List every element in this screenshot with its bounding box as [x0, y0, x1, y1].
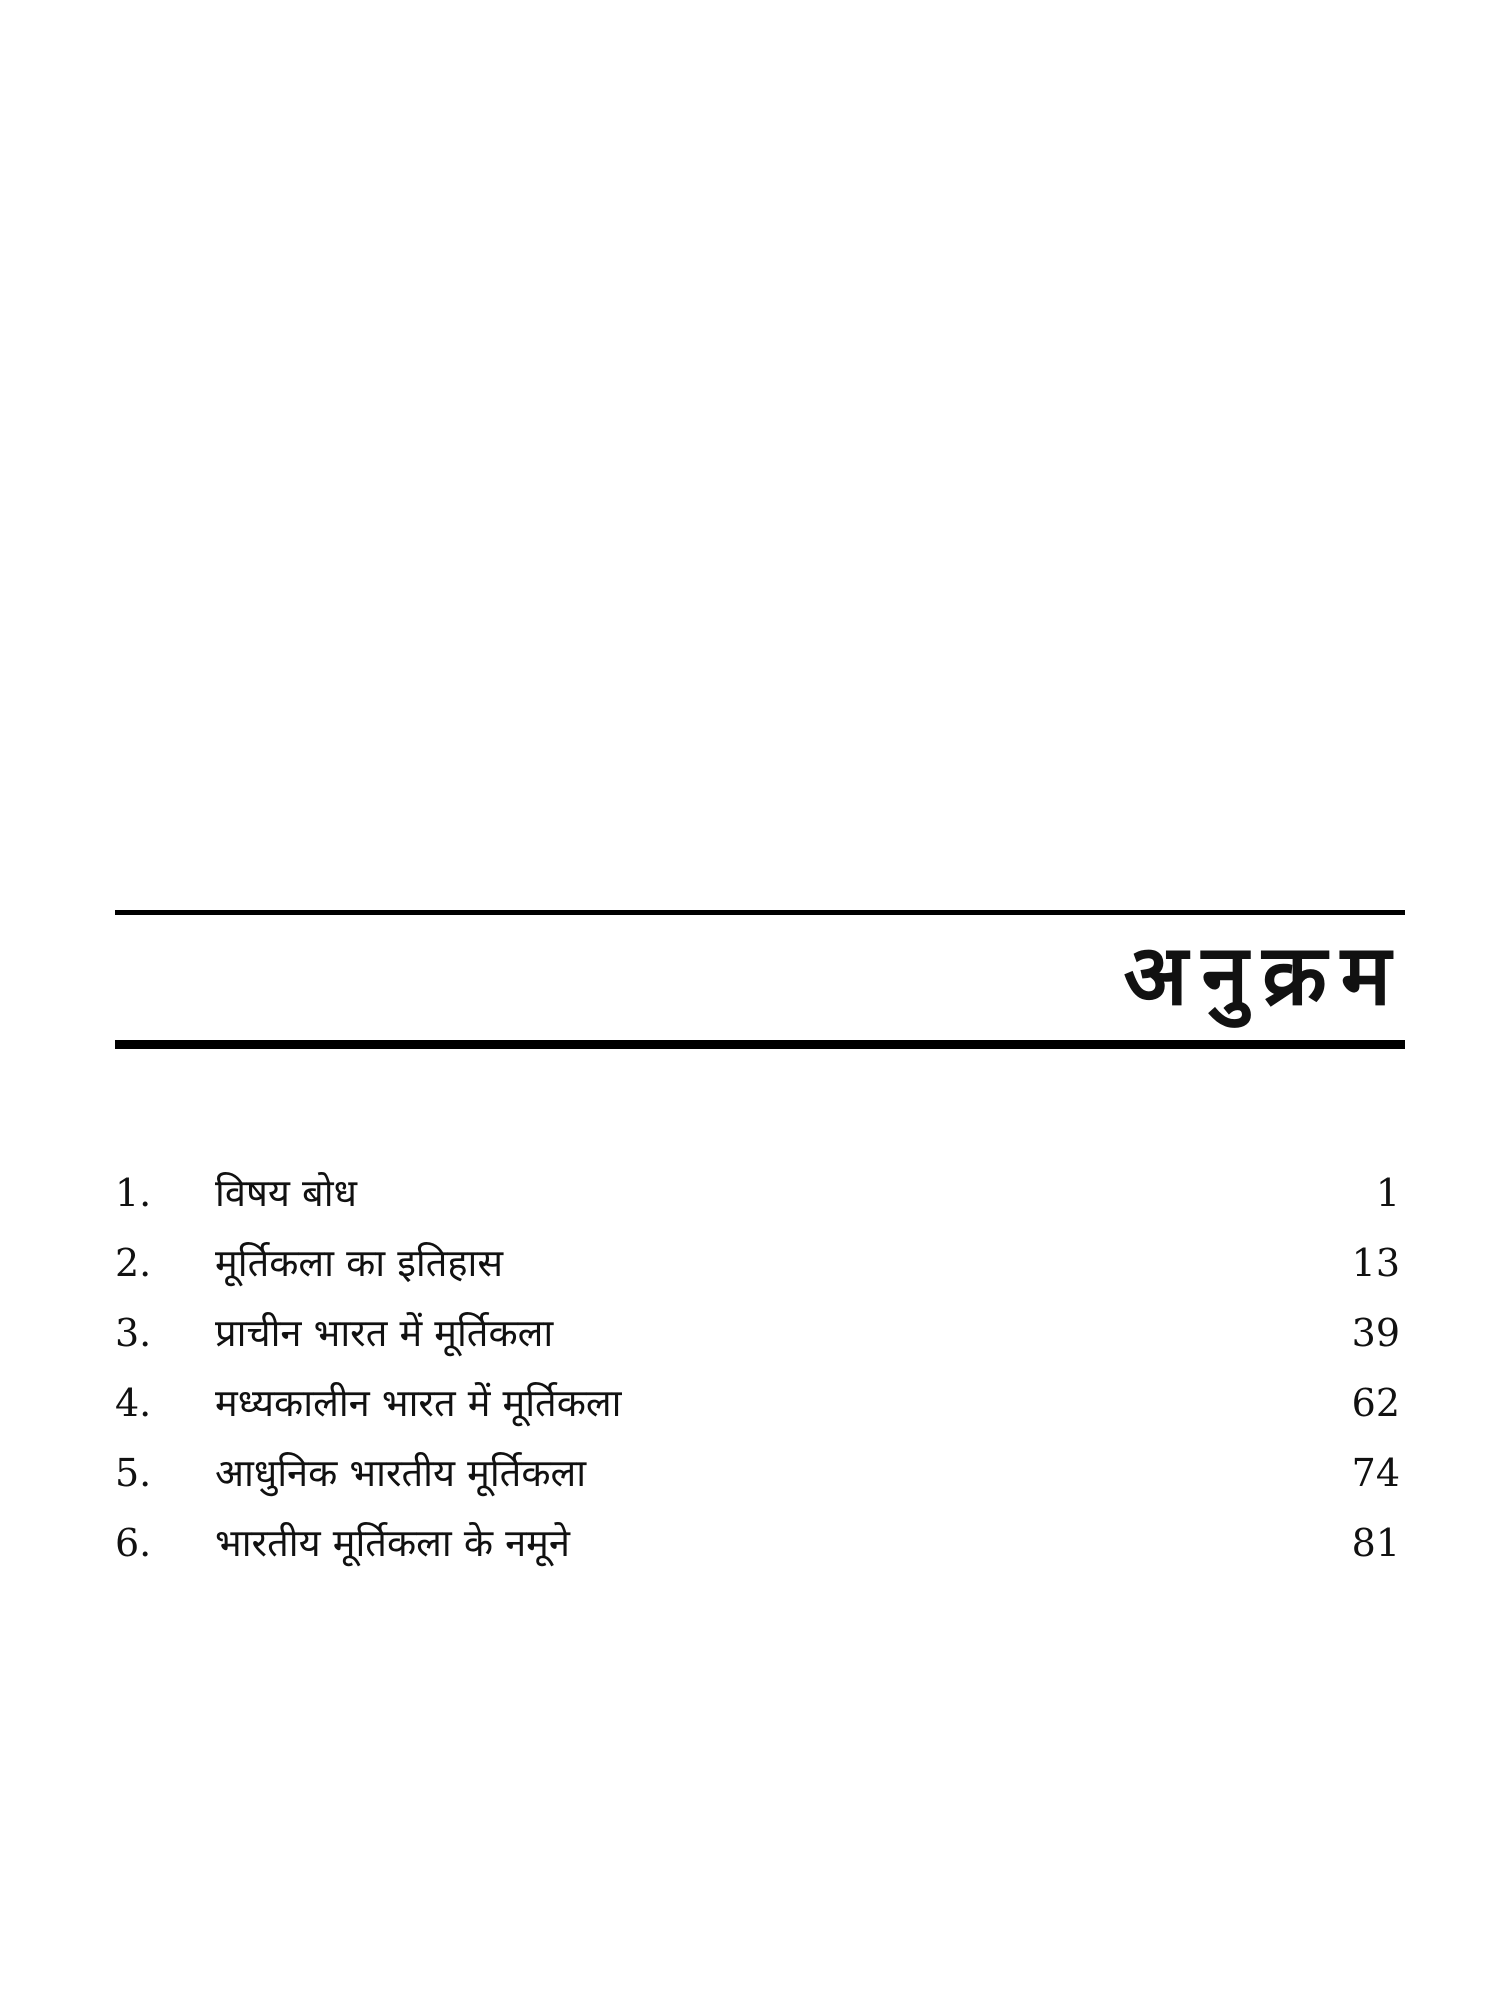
toc-entry-title: विषय बोध — [215, 1171, 357, 1215]
toc-entry-page: 74 — [1351, 1451, 1400, 1495]
toc-entry-title: मूर्तिकला का इतिहास — [215, 1241, 504, 1285]
toc-entry[interactable] — [115, 1158, 1400, 1228]
toc-entry-page: 13 — [1351, 1241, 1400, 1285]
toc-entry-number: 4. — [115, 1381, 152, 1425]
toc-entry-number: 6. — [115, 1521, 152, 1565]
toc-entry[interactable] — [115, 1438, 1400, 1508]
toc-entry-number: 2. — [115, 1241, 152, 1285]
heading-top-rule — [115, 910, 1405, 915]
toc-entry-number: 5. — [115, 1451, 152, 1495]
toc-entry-title: भारतीय मूर्तिकला के नमूने — [215, 1521, 570, 1565]
toc-entry-page: 81 — [1351, 1521, 1400, 1565]
heading-bottom-rule — [115, 1040, 1405, 1049]
toc-entry-title: प्राचीन भारत में मूर्तिकला — [215, 1311, 554, 1355]
toc-entry[interactable] — [115, 1368, 1400, 1438]
toc-entry[interactable] — [115, 1508, 1400, 1578]
toc-entry-title: आधुनिक भारतीय मूर्तिकला — [215, 1451, 587, 1495]
table-of-contents — [115, 1158, 1400, 1578]
toc-entry[interactable] — [115, 1298, 1400, 1368]
toc-entry-page: 1 — [1375, 1171, 1400, 1215]
toc-entry-number: 1. — [115, 1171, 152, 1215]
toc-entry-page: 39 — [1351, 1311, 1400, 1355]
toc-entry-number: 3. — [115, 1311, 152, 1355]
page-title: अनुक्रम — [1123, 926, 1405, 1024]
toc-entry-page: 62 — [1351, 1381, 1400, 1425]
toc-entry[interactable] — [115, 1228, 1400, 1298]
toc-entry-title: मध्यकालीन भारत में मूर्तिकला — [215, 1381, 622, 1425]
